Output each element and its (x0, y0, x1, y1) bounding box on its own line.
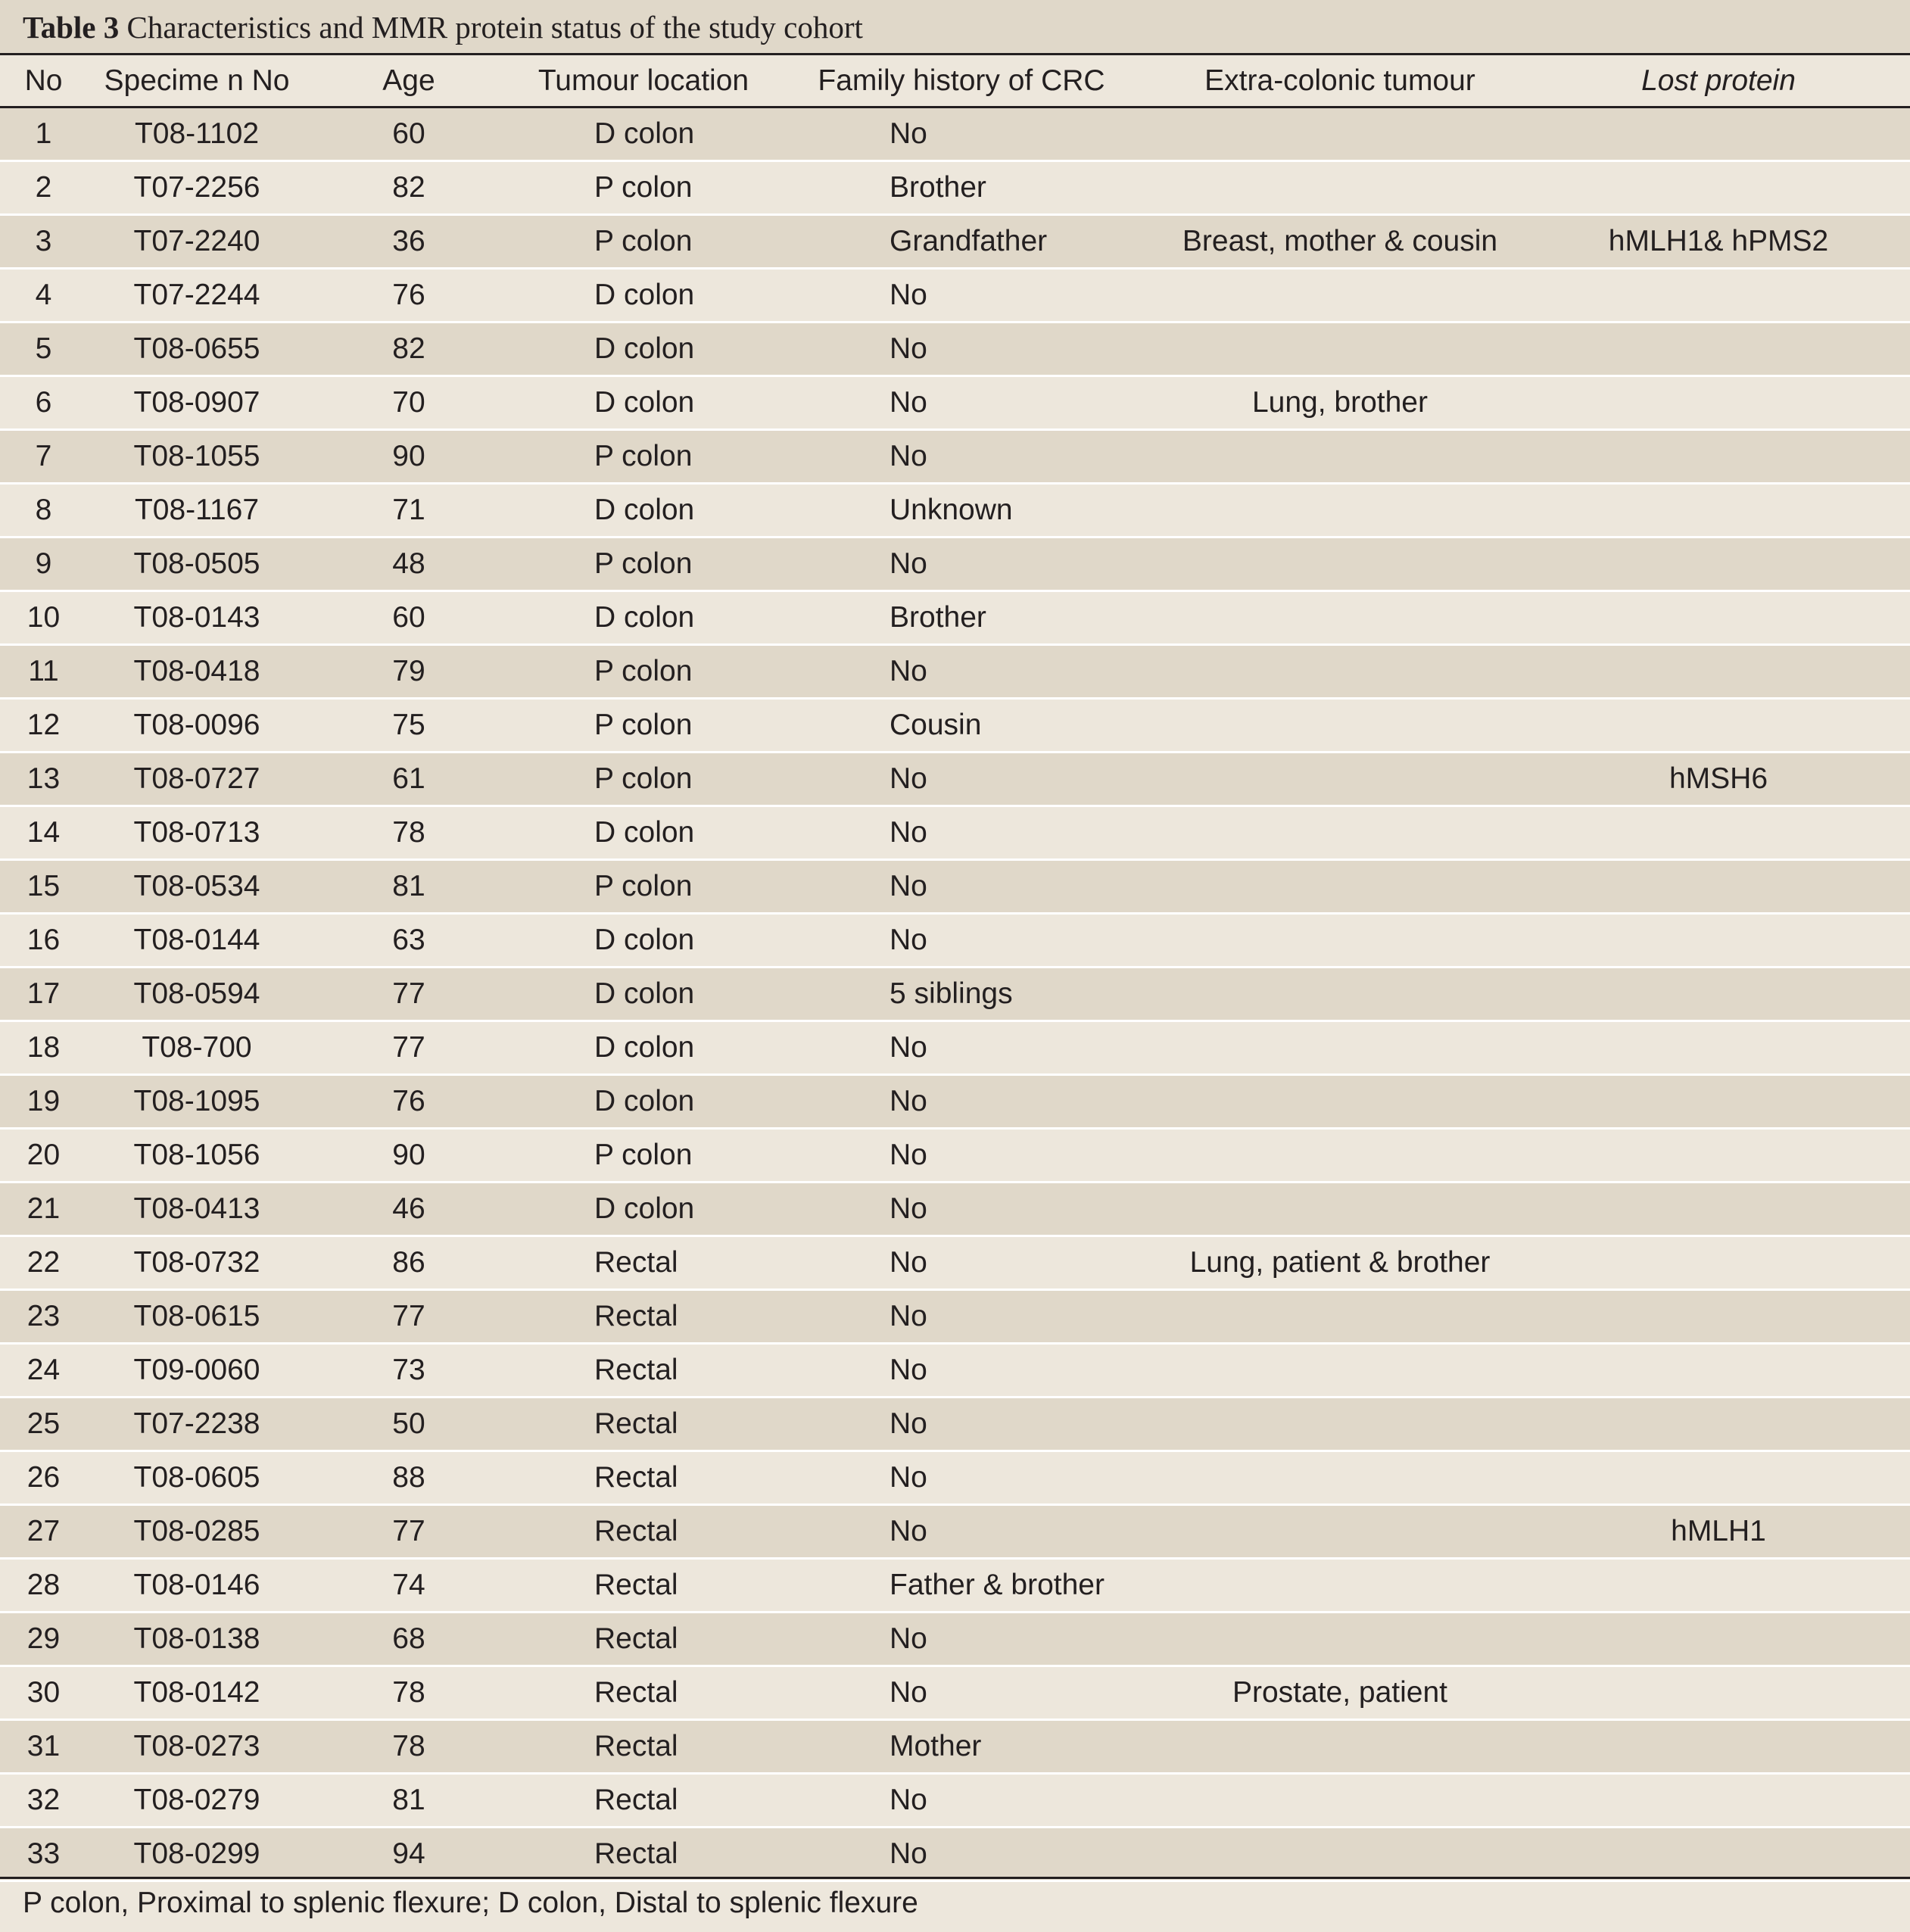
cell-specimen-no: T08-0713 (133, 816, 260, 849)
cell-extra-colonic-tumour (1136, 968, 1544, 1020)
header-no: No (24, 64, 63, 97)
cell-age: 78 (392, 1676, 425, 1709)
cell-lost-protein (1544, 1130, 1893, 1181)
cell-family-history: No (890, 1515, 927, 1547)
cell-extra-colonic-tumour (1136, 162, 1544, 213)
cell-age: 78 (392, 816, 425, 849)
table-title (23, 9, 863, 45)
cell-family-history: No (890, 1461, 927, 1494)
cell-lost-protein (1544, 915, 1893, 966)
table-caption-bar (0, 0, 1910, 53)
cell-age: 71 (392, 494, 425, 526)
cell-lost-protein: hMLH1 (1671, 1515, 1766, 1547)
cell-lost-protein (1544, 323, 1893, 375)
cell-tumour-location: Rectal (594, 1837, 678, 1870)
cell-tumour-location: D colon (594, 117, 695, 150)
cell-no: 29 (26, 1622, 61, 1655)
cell-no: 32 (26, 1784, 61, 1816)
cell-age: 77 (392, 977, 425, 1010)
cell-no: 10 (26, 601, 61, 634)
table-row (0, 700, 1910, 753)
cell-family-history: No (890, 870, 927, 902)
table-label: Table 3 (23, 10, 120, 45)
cell-family-history: Father & brother (890, 1569, 1105, 1601)
cell-specimen-no: T07-2240 (133, 225, 260, 257)
table-row (0, 1506, 1910, 1560)
cell-lost-protein (1544, 485, 1893, 536)
cell-tumour-location: Rectal (594, 1354, 678, 1386)
cell-specimen-no: T08-0285 (133, 1515, 260, 1547)
cell-lost-protein (1544, 1828, 1893, 1880)
cell-age: 81 (392, 1784, 425, 1816)
top-rule (0, 53, 1910, 55)
cell-extra-colonic-tumour (1136, 1613, 1544, 1665)
cell-specimen-no: T08-0143 (133, 601, 260, 634)
cell-tumour-location: Rectal (594, 1515, 678, 1547)
cell-age: 61 (392, 762, 425, 795)
cell-extra-colonic-tumour (1136, 323, 1544, 375)
cell-tumour-location: P colon (594, 1139, 693, 1171)
cell-family-history: No (890, 816, 927, 849)
cell-extra-colonic-tumour (1136, 1828, 1544, 1880)
cell-lost-protein (1544, 700, 1893, 751)
bottom-rule (0, 1877, 1910, 1879)
cell-family-history: No (890, 1031, 927, 1064)
cell-specimen-no: T08-0418 (133, 655, 260, 687)
cell-tumour-location: Rectal (594, 1569, 678, 1601)
cell-tumour-location: Rectal (594, 1784, 678, 1816)
table-row (0, 216, 1910, 270)
cell-specimen-no: T08-0279 (133, 1784, 260, 1816)
table-row (0, 1345, 1910, 1398)
cell-extra-colonic-tumour (1136, 1291, 1544, 1342)
cell-extra-colonic-tumour (1136, 538, 1544, 590)
cell-tumour-location: P colon (594, 870, 693, 902)
cell-family-history: No (890, 762, 927, 795)
cell-no: 14 (26, 816, 61, 849)
table-row (0, 1398, 1910, 1452)
cell-specimen-no: T08-0727 (133, 762, 260, 795)
cell-extra-colonic-tumour (1136, 1560, 1544, 1611)
cell-specimen-no: T07-2238 (133, 1407, 260, 1440)
cell-no: 3 (35, 225, 52, 257)
cell-no: 4 (35, 279, 52, 311)
cell-no: 26 (26, 1461, 61, 1494)
cell-age: 46 (392, 1192, 425, 1225)
cell-no: 20 (26, 1139, 61, 1171)
cell-age: 78 (392, 1730, 425, 1762)
cell-no: 12 (26, 709, 61, 741)
cell-age: 63 (392, 924, 425, 956)
cell-specimen-no: T08-0273 (133, 1730, 260, 1762)
table-caption: Characteristics and MMR protein status of the study cohort (119, 10, 863, 45)
table-row (0, 485, 1910, 538)
cell-specimen-no: T09-0060 (133, 1354, 260, 1386)
cell-family-history: Grandfather (890, 225, 1048, 257)
cell-family-history: Brother (890, 601, 986, 634)
cell-age: 48 (392, 547, 425, 580)
cell-tumour-location: Rectal (594, 1407, 678, 1440)
cell-lost-protein (1544, 861, 1893, 912)
cell-no: 6 (35, 386, 52, 419)
cell-age: 68 (392, 1622, 425, 1655)
table-row (0, 108, 1910, 162)
table-row (0, 270, 1910, 323)
cell-family-history: No (890, 1192, 927, 1225)
cell-extra-colonic-tumour (1136, 592, 1544, 643)
table-row (0, 1130, 1910, 1183)
cell-family-history: No (890, 1139, 927, 1171)
cell-family-history: No (890, 1622, 927, 1655)
cell-specimen-no: T07-2244 (133, 279, 260, 311)
cell-age: 36 (392, 225, 425, 257)
cell-family-history: No (890, 1837, 927, 1870)
cell-tumour-location: Rectal (594, 1622, 678, 1655)
cell-no: 2 (35, 171, 52, 204)
cell-age: 60 (392, 117, 425, 150)
table-body (0, 108, 1910, 1882)
cell-tumour-location: P colon (594, 762, 693, 795)
cell-lost-protein (1544, 592, 1893, 643)
cell-lost-protein (1544, 1183, 1893, 1235)
cell-age: 82 (392, 171, 425, 204)
cell-specimen-no: T08-0594 (133, 977, 260, 1010)
cell-tumour-location: P colon (594, 440, 693, 472)
cell-no: 11 (28, 655, 59, 687)
table-row (0, 1452, 1910, 1506)
cell-age: 86 (392, 1246, 425, 1279)
cell-family-history: Mother (890, 1730, 982, 1762)
cell-lost-protein (1544, 377, 1893, 428)
table-row (0, 753, 1910, 807)
cell-lost-protein (1544, 538, 1893, 590)
table-row (0, 1613, 1910, 1667)
cell-age: 74 (392, 1569, 425, 1601)
cell-tumour-location: Rectal (594, 1300, 678, 1332)
cell-extra-colonic-tumour (1136, 1076, 1544, 1127)
cell-specimen-no: T07-2256 (133, 171, 260, 204)
cell-family-history: No (890, 655, 927, 687)
table-header-row (0, 56, 1910, 106)
cell-no: 13 (26, 762, 61, 795)
cell-specimen-no: T08-0146 (133, 1569, 260, 1601)
cell-family-history: No (890, 279, 927, 311)
cell-no: 9 (35, 547, 52, 580)
cell-extra-colonic-tumour (1136, 1721, 1544, 1772)
cell-lost-protein: hMSH6 (1669, 762, 1768, 795)
cell-family-history: No (890, 547, 927, 580)
cell-no: 27 (26, 1515, 61, 1547)
cell-tumour-location: D colon (594, 601, 695, 634)
cell-tumour-location: D colon (594, 977, 695, 1010)
cell-extra-colonic-tumour (1136, 270, 1544, 321)
cell-specimen-no: T08-0138 (133, 1622, 260, 1655)
cell-no: 18 (26, 1031, 61, 1064)
table-row (0, 538, 1910, 592)
cell-specimen-no: T08-0142 (133, 1676, 260, 1709)
cell-tumour-location: D colon (594, 332, 695, 365)
cell-no: 24 (26, 1354, 61, 1386)
cell-specimen-no: T08-1167 (134, 494, 260, 526)
cell-extra-colonic-tumour: Lung, patient & brother (1189, 1246, 1491, 1279)
cell-no: 30 (26, 1676, 61, 1709)
cell-age: 82 (392, 332, 425, 365)
table-row (0, 1183, 1910, 1237)
cell-extra-colonic-tumour (1136, 485, 1544, 536)
cell-no: 21 (26, 1192, 61, 1225)
cell-tumour-location: D colon (594, 386, 695, 419)
cell-family-history: No (890, 440, 927, 472)
cell-no: 8 (35, 494, 52, 526)
cell-specimen-no: T08-700 (142, 1031, 252, 1064)
cell-family-history: No (890, 1407, 927, 1440)
cell-lost-protein (1544, 1721, 1893, 1772)
cell-extra-colonic-tumour (1136, 753, 1544, 805)
cell-age: 90 (392, 1139, 425, 1171)
cell-age: 94 (392, 1837, 425, 1870)
table-row (0, 1721, 1910, 1775)
cell-specimen-no: T08-1102 (134, 117, 260, 150)
cell-specimen-no: T08-0605 (133, 1461, 260, 1494)
cell-extra-colonic-tumour: Breast, mother & cousin (1182, 225, 1498, 257)
cell-specimen-no: T08-0655 (133, 332, 260, 365)
table-row (0, 915, 1910, 968)
table-row (0, 1237, 1910, 1291)
cell-tumour-location: D colon (594, 924, 695, 956)
table-row (0, 1775, 1910, 1828)
cell-no: 1 (35, 117, 52, 150)
table-row (0, 807, 1910, 861)
cell-no: 22 (26, 1246, 61, 1279)
cell-age: 81 (392, 870, 425, 902)
cell-lost-protein: hMLH1& hPMS2 (1608, 225, 1829, 257)
cell-extra-colonic-tumour (1136, 1506, 1544, 1557)
cell-extra-colonic-tumour (1136, 861, 1544, 912)
cell-specimen-no: T08-0505 (133, 547, 260, 580)
cell-tumour-location: D colon (594, 1031, 695, 1064)
cell-family-history: No (890, 1676, 927, 1709)
cell-age: 88 (392, 1461, 425, 1494)
cell-lost-protein (1544, 1291, 1893, 1342)
cell-age: 90 (392, 440, 425, 472)
cell-extra-colonic-tumour (1136, 807, 1544, 858)
cell-family-history: Brother (890, 171, 986, 204)
cell-specimen-no: T08-0907 (133, 386, 260, 419)
cell-lost-protein (1544, 1613, 1893, 1665)
cell-family-history: No (890, 1354, 927, 1386)
table-row (0, 377, 1910, 431)
cell-age: 76 (392, 1085, 425, 1117)
table-footnote: P colon, Proximal to splenic flexure; D colon, Distal to splenic flexure (23, 1887, 918, 1919)
cell-tumour-location: D colon (594, 494, 695, 526)
cell-lost-protein (1544, 646, 1893, 697)
cell-family-history: No (890, 386, 927, 419)
cell-lost-protein (1544, 1022, 1893, 1074)
cell-family-history: No (890, 924, 927, 956)
cell-lost-protein (1544, 1398, 1893, 1450)
cell-extra-colonic-tumour (1136, 1345, 1544, 1396)
header-tumour-location: Tumour location (537, 64, 749, 97)
cell-specimen-no: T08-0732 (133, 1246, 260, 1279)
cell-no: 15 (26, 870, 61, 902)
cell-specimen-no: T08-0413 (133, 1192, 260, 1225)
table-row (0, 431, 1910, 485)
cell-extra-colonic-tumour (1136, 1183, 1544, 1235)
header-specimen-no: Specime n No (104, 64, 290, 97)
cell-specimen-no: T08-0615 (133, 1300, 260, 1332)
cell-specimen-no: T08-0096 (133, 709, 260, 741)
cell-tumour-location: P colon (594, 225, 693, 257)
cell-age: 73 (392, 1354, 425, 1386)
cell-lost-protein (1544, 1775, 1893, 1826)
cell-family-history: No (890, 1784, 927, 1816)
cell-tumour-location: D colon (594, 279, 695, 311)
cell-no: 17 (26, 977, 61, 1010)
table-row (0, 1076, 1910, 1130)
cell-specimen-no: T08-0299 (133, 1837, 260, 1870)
cell-family-history: Unknown (890, 494, 1013, 526)
cell-specimen-no: T08-1095 (133, 1085, 260, 1117)
table-row (0, 323, 1910, 377)
cell-family-history: No (890, 1085, 927, 1117)
cell-extra-colonic-tumour (1136, 1130, 1544, 1181)
cell-no: 33 (26, 1837, 61, 1870)
cell-extra-colonic-tumour (1136, 1022, 1544, 1074)
cell-specimen-no: T08-0534 (133, 870, 260, 902)
cell-age: 79 (392, 655, 425, 687)
cell-extra-colonic-tumour (1136, 646, 1544, 697)
cell-family-history: No (890, 332, 927, 365)
cell-extra-colonic-tumour (1136, 1452, 1544, 1504)
cell-specimen-no: T08-1055 (133, 440, 260, 472)
cell-no: 16 (26, 924, 61, 956)
header-family-history: Family history of CRC (818, 64, 1105, 97)
cell-age: 70 (392, 386, 425, 419)
cell-lost-protein (1544, 1237, 1893, 1289)
cell-family-history: 5 siblings (890, 977, 1013, 1010)
cell-no: 23 (26, 1300, 61, 1332)
cell-age: 76 (392, 279, 425, 311)
cell-family-history: No (890, 117, 927, 150)
cell-extra-colonic-tumour (1136, 700, 1544, 751)
cell-lost-protein (1544, 807, 1893, 858)
cell-tumour-location: D colon (594, 1085, 695, 1117)
table-row (0, 1560, 1910, 1613)
cell-family-history: Cousin (890, 709, 982, 741)
header-lost-protein: Lost protein (1641, 64, 1796, 97)
cell-lost-protein (1544, 1076, 1893, 1127)
cell-tumour-location: D colon (594, 1192, 695, 1225)
cell-tumour-location: Rectal (594, 1676, 678, 1709)
cell-family-history: No (890, 1246, 927, 1279)
cell-extra-colonic-tumour (1136, 1775, 1544, 1826)
cell-no: 28 (26, 1569, 61, 1601)
cell-lost-protein (1544, 1667, 1893, 1719)
cell-age: 77 (392, 1031, 425, 1064)
cell-lost-protein (1544, 1345, 1893, 1396)
cell-lost-protein (1544, 1452, 1893, 1504)
cell-tumour-location: Rectal (594, 1461, 678, 1494)
table-row (0, 162, 1910, 216)
cell-age: 60 (392, 601, 425, 634)
cell-specimen-no: T08-1056 (133, 1139, 260, 1171)
cell-no: 5 (35, 332, 52, 365)
cell-lost-protein (1544, 270, 1893, 321)
cell-no: 31 (26, 1730, 61, 1762)
cell-lost-protein (1544, 968, 1893, 1020)
cell-tumour-location: P colon (594, 655, 693, 687)
cell-tumour-location: P colon (594, 171, 693, 204)
header-age: Age (382, 64, 435, 97)
table-row (0, 592, 1910, 646)
cell-extra-colonic-tumour: Lung, brother (1251, 386, 1428, 419)
cell-extra-colonic-tumour (1136, 1398, 1544, 1450)
header-extra-colonic-tumour: Extra-colonic tumour (1204, 64, 1475, 97)
cell-lost-protein (1544, 1560, 1893, 1611)
cell-extra-colonic-tumour (1136, 431, 1544, 482)
cell-extra-colonic-tumour (1136, 915, 1544, 966)
table-row (0, 968, 1910, 1022)
cell-age: 77 (392, 1300, 425, 1332)
cell-tumour-location: D colon (594, 816, 695, 849)
cell-lost-protein (1544, 108, 1893, 160)
cell-tumour-location: P colon (594, 547, 693, 580)
cell-lost-protein (1544, 162, 1893, 213)
cell-no: 25 (26, 1407, 61, 1440)
cell-age: 77 (392, 1515, 425, 1547)
cell-lost-protein (1544, 431, 1893, 482)
table-row (0, 646, 1910, 700)
table-row (0, 1022, 1910, 1076)
cell-tumour-location: Rectal (594, 1730, 678, 1762)
table-row (0, 1291, 1910, 1345)
cell-specimen-no: T08-0144 (133, 924, 260, 956)
cell-no: 19 (26, 1085, 61, 1117)
table-row (0, 861, 1910, 915)
cell-extra-colonic-tumour (1136, 108, 1544, 160)
cell-age: 50 (392, 1407, 425, 1440)
cell-extra-colonic-tumour: Prostate, patient (1232, 1676, 1447, 1709)
cell-tumour-location: P colon (594, 709, 693, 741)
cell-age: 75 (392, 709, 425, 741)
table-row (0, 1828, 1910, 1882)
cell-family-history: No (890, 1300, 927, 1332)
cell-no: 7 (35, 440, 52, 472)
table-row (0, 1667, 1910, 1721)
cell-tumour-location: Rectal (594, 1246, 678, 1279)
